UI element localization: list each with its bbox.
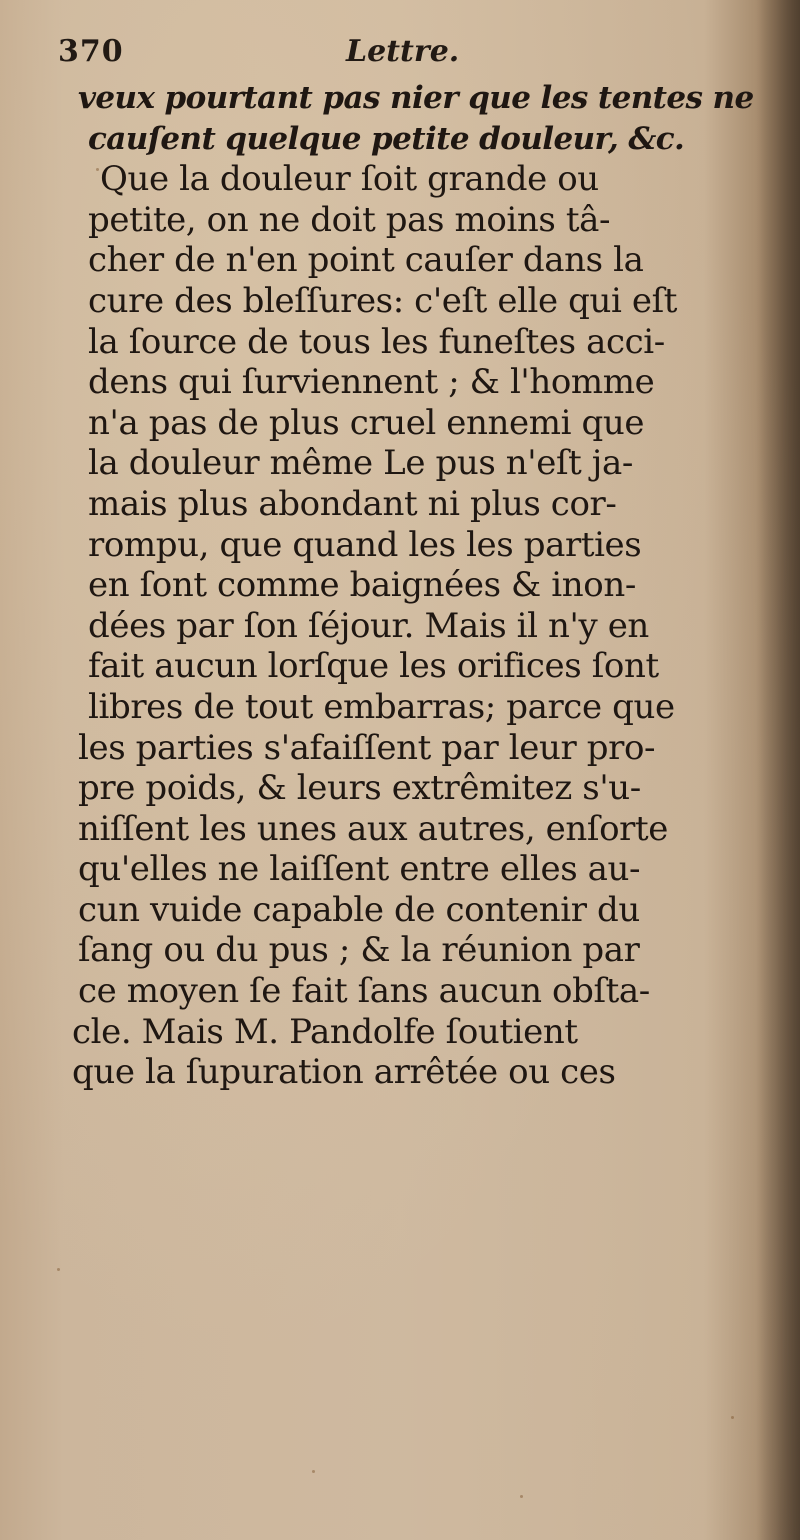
paper-speck (731, 1416, 734, 1419)
text-line: petite, on ne doit pas moins tâ- (88, 199, 611, 240)
text-line: les parties s'afaiſſent par leur pro- (78, 727, 656, 768)
paper-speck (520, 1495, 523, 1498)
paragraph-start-line: Que la douleur ſoit grande ou (100, 159, 599, 200)
paper-speck (57, 1268, 60, 1271)
text-line: cher de n'en point cauſer dans la (88, 240, 644, 281)
text-line: dens qui ſurviennent ; & l'homme (88, 362, 655, 403)
page-number: 370 (58, 34, 124, 69)
text-line: la ſource de tous les funeſtes acci- (88, 321, 665, 362)
text-line: cle. Mais M. Pandolfe ſoutient (72, 1011, 578, 1052)
text-line (72, 1093, 752, 1134)
page-header (58, 34, 718, 78)
text-line: cure des bleſſures: c'eſt elle qui eſt (88, 280, 678, 321)
text-line: en ſont comme baignées & inon- (88, 565, 636, 606)
text-line: dées par ſon ſéjour. Mais il n'y en (88, 605, 649, 646)
text-line: libres de tout embarras; parce que (88, 686, 675, 727)
running-head: Lettre. (346, 34, 460, 69)
text-line: cun vuide capable de contenir du (78, 889, 640, 930)
text-line: niſſent les unes aux autres, enſorte (78, 808, 668, 849)
text-line: la douleur même Le pus n'eſt ja- (88, 443, 633, 484)
text-line: que la ſupuration arrêtée ou ces (72, 1052, 616, 1093)
text-line: mais plus abondant ni plus cor- (88, 483, 617, 524)
paper-speck (312, 1470, 315, 1473)
text-line: fait aucun lorſque les orifices ſont (88, 646, 659, 687)
text-line: pre poids, & leurs extrêmitez s'u- (78, 768, 641, 809)
text-line: ſang ou du pus ; & la réunion par (78, 930, 640, 971)
text-line: rompu, que quand les les parties (88, 524, 642, 565)
body-text (72, 78, 752, 1133)
text-line: qu'elles ne laiſſent entre elles au- (78, 849, 641, 890)
text-line: cauſent quelque petite douleur, &c. (88, 120, 685, 157)
text-line: veux pourtant pas nier que les tentes ne (78, 80, 754, 116)
text-line: n'a pas de plus cruel ennemi que (88, 402, 645, 443)
page-gutter-shadow (756, 0, 800, 1540)
text-line: ce moyen ſe fait ſans aucun obſta- (78, 971, 650, 1012)
